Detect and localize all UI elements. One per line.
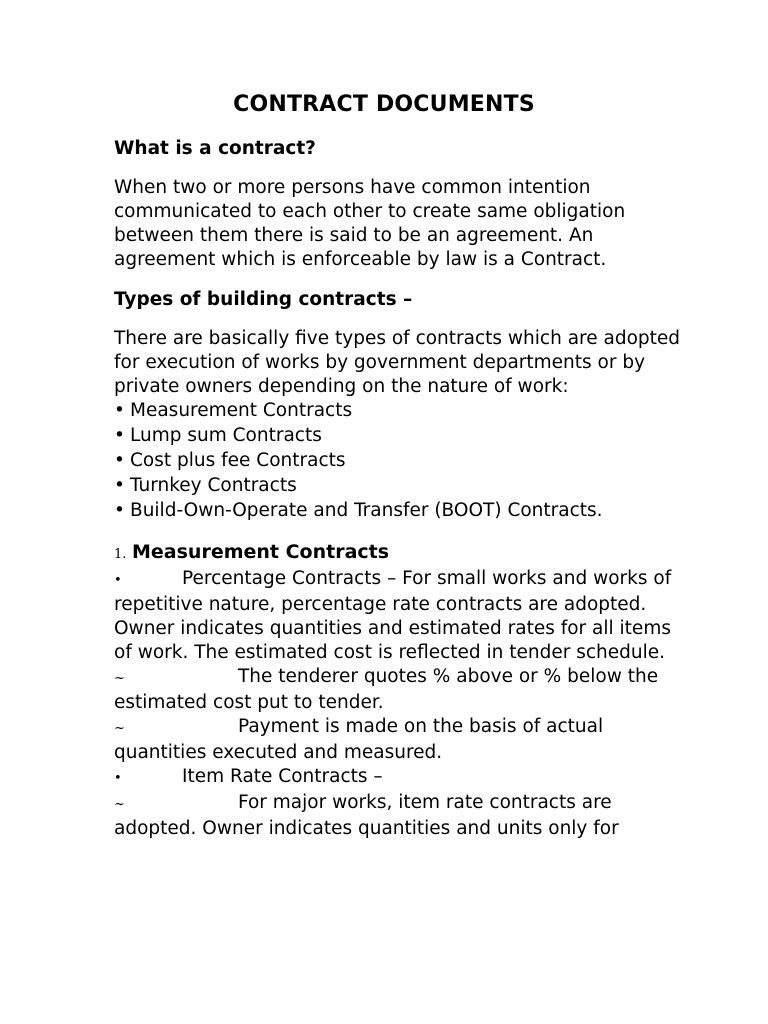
list-item	[114, 474, 694, 499]
section-heading-types: Types of building contracts –	[114, 289, 413, 310]
bullet-icon: •	[114, 771, 122, 786]
bullet-icon: •	[114, 475, 125, 496]
list-item	[114, 791, 694, 841]
tilde-icon: ~	[114, 797, 125, 812]
bullet-icon: •	[114, 400, 125, 421]
bullet-icon: •	[114, 573, 122, 588]
section-number: 1.	[114, 547, 127, 562]
list-item	[114, 765, 694, 791]
list-item	[114, 499, 694, 524]
definition-paragraph: When two or more persons have common intention communicated to each other to create same obligation between them there is said to be an agreement. An agreement which is enforceable by law is a Contract.	[114, 177, 626, 270]
document-title: CONTRACT DOCUMENTS	[233, 92, 535, 117]
list-item-text: Payment is made on the basis of actual quantities executed and measured.	[114, 716, 604, 763]
section-heading-measurement	[114, 540, 694, 567]
list-item-label: Cost plus fee Contracts	[130, 450, 346, 471]
list-item	[114, 665, 694, 715]
tilde-icon: ~	[114, 671, 125, 686]
bullet-icon: •	[114, 425, 125, 446]
list-item-label: Measurement Contracts	[130, 400, 353, 421]
bullet-icon: •	[114, 450, 125, 471]
list-item-text: Percentage Contracts – For small works and works of repetitive nature, percentage rate contracts are adopted. Owner indicates quantities and estimated rates for all items of work. The estimated cost is reflected in tender schedule.	[114, 568, 672, 663]
list-item	[114, 399, 694, 424]
tilde-icon: ~	[114, 721, 125, 736]
list-item-label: Turnkey Contracts	[130, 475, 297, 496]
section-title: Measurement Contracts	[132, 541, 390, 563]
list-item-label: Lump sum Contracts	[130, 425, 322, 446]
list-item	[114, 449, 694, 474]
list-item-text: The tenderer quotes % above or % below the estimated cost put to tender.	[114, 666, 659, 713]
document-body	[114, 137, 694, 841]
section-heading-what-is-contract: What is a contract?	[114, 138, 316, 159]
list-item-label: Build-Own-Operate and Transfer (BOOT) Contracts.	[130, 500, 603, 521]
list-item-text: For major works, item rate contracts are adopted. Owner indicates quantities and units only for	[114, 792, 619, 839]
list-item-text: Item Rate Contracts –	[182, 766, 383, 787]
bullet-icon: •	[114, 500, 125, 521]
types-intro-paragraph: There are basically five types of contracts which are adopted for execution of works by government departments or by private owners depending on the nature of work:	[114, 328, 681, 397]
list-item	[114, 424, 694, 449]
list-item	[114, 715, 694, 765]
contract-types-list	[114, 399, 694, 524]
list-item	[114, 567, 694, 665]
